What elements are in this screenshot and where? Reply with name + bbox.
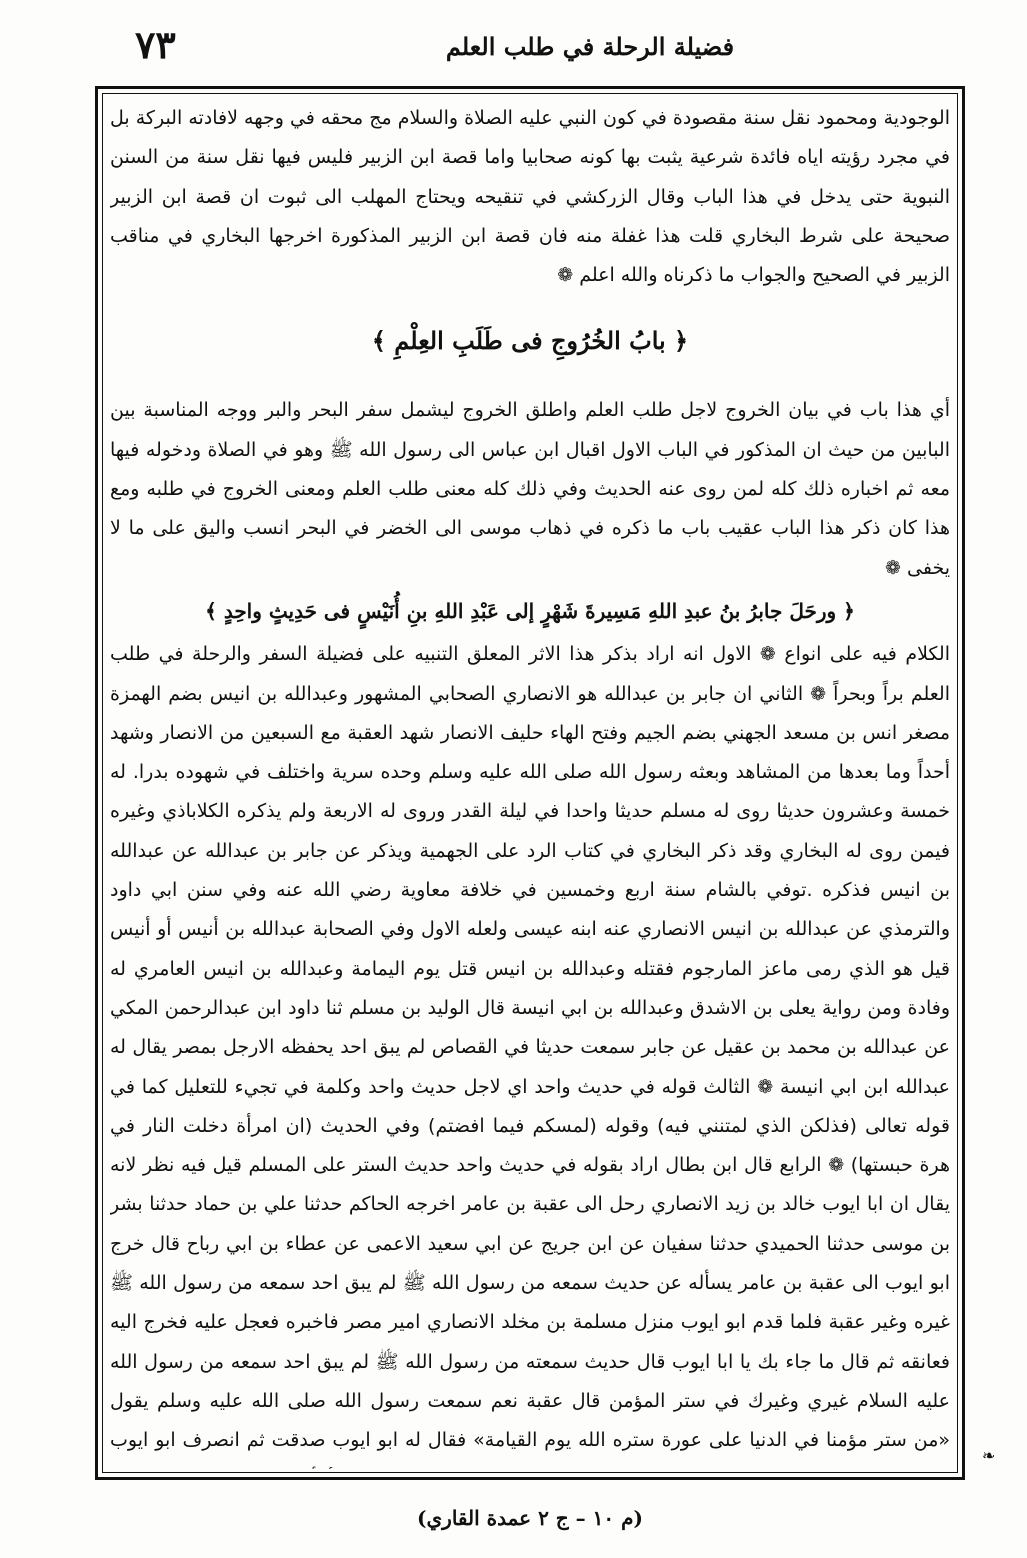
page-number: ٧٣	[135, 22, 176, 67]
body-paragraph: أي هذا باب في بيان الخروج لاجل طلب العلم واطلق الخروج ليشمل سفر البحر والبر ووجه المناسبة بين البابين من حيث ان المذكور في الباب الاول اقبال ابن عباس الى رسول الله ﷺ وهو في الصلاة ودخوله فيها معه ثم اخباره ذلك كله لمن روى عنه الحديث وفي ذلك كله معنى طلب العلم ومعنى الخروج في طلبه ومع هذا كان ذكر هذا الباب عقيب باب ما ذكره في ذهاب موسى الى الخضر في البحر انسب واليق على ما لا يخفى ❁	[110, 399, 950, 579]
running-title: فضيلة الرحلة في طلب العلم	[445, 32, 735, 61]
chapter-heading: ﴿ بابُ الخُرُوجِ فی طَلَبِ العِلْمِ ﴾	[371, 326, 689, 356]
body-paragraph: الوجودية ومحمود نقل سنة مقصودة في كون النبي عليه الصلاة والسلام مج محقه في وجهه لافادته البركة بل في مجرد رؤيته اياه فائدة شرعية يثبت بها كونه صحابيا واما قصة ابن الزبير فليس فيها نقل سنة من السنن النبوية حتى يدخل في هذا الباب وقال الزركشي في تنقيحه ويحتاج المهلب الى ثبوت ان قصة ابن الزبير صحيحة على شرط البخاري قلت هذا غفلة منه فان قصة ابن الزبير المذكورة اخرجها البخاري في مناقب الزبير في الصحيح والجواب ما ذكرناه والله اعلم ❁	[110, 107, 950, 287]
section-heading: ﴿ ورحَلَ جابرُ بنُ عبدِ اللهِ مَسِيرةَ شَهْرٍ إلى عَبْدِ اللهِ بنِ أُنَيْسٍ فی حَدِيثٍ واحِدٍ ﴾	[205, 598, 855, 623]
page-content	[110, 99, 950, 1469]
page-header	[95, 22, 965, 80]
text-frame	[95, 86, 965, 1480]
body-paragraph: الكلام فيه على انواع ❁ الاول انه اراد بذكر هذا الاثر المعلق التنبيه على فضيلة السفر والرحلة في طلب العلم براً وبحراً ❁ الثاني ان جابر بن عبدالله هو الانصاري الصحابي المشهور وعبدالله بن انيس بضم الهمزة مصغر انس بن مسعد الجهني بضم الجيم وفتح الهاء حليف الانصار شهد العقبة مع السبعين من الانصار وشهد أحداً وما بعدها من المشاهد وبعثه رسول الله صلى الله عليه وسلم وحده سرية واختلف في شهوده بدرا. له خمسة وعشرون حديثا روى له مسلم حديثا واحدا في ليلة القدر وروى له الاربعة ولم يذكره الكلاباذي وغيره فيمن روى له البخاري وقد ذكر البخاري في كتاب الرد على الجهمية ويذكر عن جابر بن عبدالله عن عبدالله بن انيس فذكره .توفي بالشام سنة اربع وخمسين في خلافة معاوية رضي الله عنه وفي سنن ابي داود والترمذي عن عبدالله بن انيس الانصاري عنه ابنه عيسى ولعله الاول وفي الصحابة عبدالله بن أنيس أو أنيس قيل هو الذي رمى ماعز المارجوم فقتله وعبدالله بن انيس قتل يوم اليمامة وعبدالله بن انيس العامري له وفادة ومن رواية يعلى بن الاشدق وعبدالله بن ابي انيسة قال الوليد بن مسلم ثنا داود ابن عبدالرحمن المكي عن عبدالله بن محمد بن عقيل عن جابر سمعت حديثا في القصاص لم يبق احد يحفظه الارجل بمصر يقال له عبدالله ابن ابي انيسة ❁ الثالث قوله في حديث واحد اي لاجل حديث واحد وكلمة في تجيء للتعليل كما في قوله تعالى (فذلكن الذي لمتنني فيه) وقوله (لمسكم فيما افضتم) وفي الحديث (ان امرأة دخلت النار في هرة حبستها) ❁ الرابع قال ابن بطال اراد بقوله في حديث واحد حديث الستر على المسلم قيل فيه نظر لانه يقال ان ابا ايوب خالد بن زيد الانصاري رحل الى عقبة بن عامر اخرجه الحاكم حدثنا علي بن حماد حدثنا بشر بن موسى حدثنا الحميدي حدثنا سفيان عن ابن جريج عن ابي سعيد الاعمى عن عطاء بن ابي رباح قال خرج ابو ايوب الى عقبة بن عامر يسأله عن حديث سمعه من رسول الله ﷺ لم يبق احد سمعه من رسول الله ﷺ غيره وغير عقبة فلما قدم ابو ايوب منزل مسلمة بن مخلد الانصاري امير مصر فاخبره فعجل عليه فخرج اليه فعانقه ثم قال ما جاء بك يا ابا ايوب قال حديث سمعته من رسول الله ﷺ لم يبق احد سمعه من رسول الله عليه السلام غيري وغيرك في ستر المؤمن قال عقبة نعم سمعت رسول الله صلى الله عليه وسلم يقول «من ستر مؤمنا في الدنيا على عورة ستره الله يوم القيامة» فقال له ابو ايوب صدقت ثم انصرف ابو ايوب	[110, 643, 950, 1452]
margin-ornament-icon: ❧	[982, 1446, 996, 1465]
footer-signature: (م ١٠ – ج ٢ عمدة القاري)	[417, 1506, 643, 1530]
